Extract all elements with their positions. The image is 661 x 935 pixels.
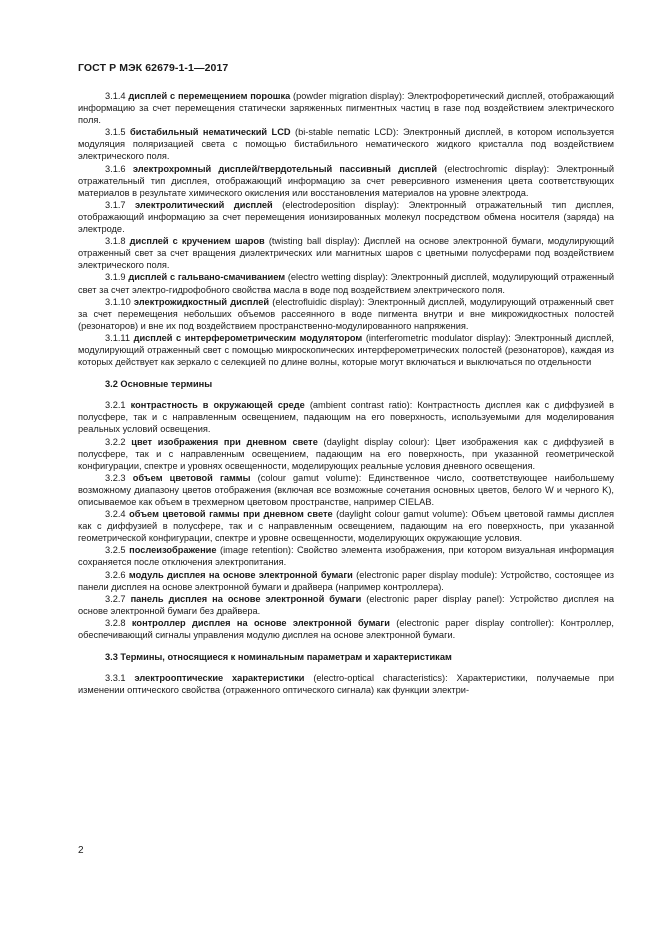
term-name: контроллер дисплея на основе электронной бумаги	[131, 617, 390, 628]
term-text: (electrochromic display): Электронный отражательный тип дисплея, отображающий информацию за счет реверсивного изменения цвета соответствующих материалов в результате химического окисления или восстановления материалов на уровне электрода.	[78, 163, 615, 198]
term-definition	[78, 508, 614, 544]
term-number: 3.2.2	[105, 436, 126, 447]
term-number: 3.1.6	[105, 163, 126, 174]
term-text: (electronic paper display module): Устройство, состоящее из панели дисплея на основе электронной бумаги и драйвера (например контроллера).	[78, 569, 614, 592]
term-number: 3.1.9	[105, 272, 126, 283]
term-name: дисплей с кручением шаров	[129, 236, 265, 247]
term-number: 3.2.6	[105, 569, 126, 580]
term-definition	[78, 436, 614, 472]
term-definition	[78, 332, 614, 368]
section-heading: 3.3 Термины, относящиеся к номинальным параметрам и характеристикам	[105, 652, 452, 663]
term-number: 3.2.7	[105, 593, 126, 604]
term-definition	[78, 199, 614, 235]
term-name: электрооптические характеристики	[134, 673, 305, 684]
document-header: ГОСТ Р МЭК 62679-1-1—2017	[78, 62, 229, 74]
term-text: (electrodeposition display): Электронный отражательный тип дисплея, отображающий информацию за счет перемещения ионизированных молекул посредством обмена носителя (заряда) на электроде.	[78, 199, 614, 235]
term-definition	[78, 126, 614, 162]
term-text: (electronic paper display controller): Контроллер, обеспечивающий сигналы управления модулю дисплея на основе электронной бумаги.	[78, 617, 615, 641]
term-text: (twisting ball display): Дисплей на основе электронной бумаги, модулирующий отраженный свет за счет вращения диэлектрических или магнитных шаров с цветными полусферами под воздействием электрического поля.	[78, 236, 615, 271]
term-definition	[78, 296, 614, 332]
term-name: бистабильный нематический LCD	[130, 127, 291, 138]
term-definition	[78, 617, 614, 641]
term-name: дисплей с перемещением порошка	[128, 91, 291, 101]
term-name: дисплей с интерферометрическим модулятором	[133, 332, 363, 343]
term-text: (electro wetting display): Электронный дисплей, модулирующий отраженный свет за счет электро-гидрофобного свойства масла в воде под воздействием электрического поля.	[78, 272, 614, 295]
term-name: объем цветовой гаммы	[132, 472, 251, 483]
term-name: контрастность в окружающей среде	[130, 400, 305, 411]
section-heading: 3.2 Основные термины	[105, 379, 213, 390]
term-definition	[78, 672, 614, 696]
term-definition	[78, 544, 614, 568]
term-definition	[78, 235, 614, 271]
term-text: (image retention): Свойство элемента изображения, при котором визуальная информация сохраняется после отключения электропитания.	[78, 545, 614, 568]
term-definition	[78, 593, 614, 617]
term-definition	[78, 271, 614, 295]
term-number: 3.2.1	[105, 400, 126, 411]
term-name: объем цветовой гаммы при дневном свете	[129, 509, 333, 520]
term-text: (colour gamut volume): Единственное число, соответствующее наибольшему возможному диапазону цветов отображения (включая все возможные сочетания основных цветов, белого W и черного K), описываемое как объем в трехмерном цветовом пространстве, например CIELAB.	[78, 472, 614, 507]
term-number: 3.1.4	[105, 91, 126, 101]
term-number: 3.1.10	[105, 296, 131, 307]
term-definition	[78, 399, 614, 435]
term-definition	[78, 569, 614, 593]
term-number: 3.3.1	[105, 673, 126, 684]
term-text: (powder migration display): Электрофоретический дисплей, отображающий информацию за счет перемещения статически заряженных пигментных частиц в газе под воздействием электрического поля.	[78, 91, 614, 126]
term-name: электрохромный дисплей/твердотельный пассивный дисплей	[132, 163, 438, 174]
document-body	[78, 90, 614, 696]
term-text: (interferometric modulator display): Электронный дисплей, модулирующий отраженный свет с помощью микроскопических интерферометрических полостей (резонаторов), каждая из которых действует как зеркало с селекцией по длине волны, которые могут включаться и выключаться по отдельности	[78, 332, 614, 368]
term-text: (daylight display colour): Цвет изображения как с диффузией в полусфере, так и с направленным освещением, падающим на его поверхность, при указанной геометрической конфигурации, спектре и уровнях освещенности, моделирующих реальные условия дневного освещения.	[78, 436, 614, 471]
term-number: 3.1.7	[105, 199, 126, 210]
term-definition	[78, 163, 614, 199]
term-number: 3.2.3	[105, 472, 126, 483]
term-number: 3.2.8	[105, 617, 126, 628]
term-text: (electronic paper display panel): Устройство дисплея на основе электронной бумаги без драйвера.	[78, 593, 614, 616]
term-name: электрожидкостный дисплей	[133, 296, 270, 307]
term-text: (ambient contrast ratio): Контрастность дисплея как с диффузией в полусфере, так и с направленным освещением, падающим на его поверхность, используемыми для моделирования реальных условий освещения.	[78, 400, 614, 435]
term-text: (bi-stable nematic LCD): Электронный дисплей, в котором используется модуляция поляризацией света с помощью бистабильного нематического жидкого кристалла под воздействием электрического поля.	[78, 127, 614, 162]
term-name: модуль дисплея на основе электронной бумаги	[128, 569, 353, 580]
term-text: (electro-optical characteristics): Характеристики, получаемые при изменении оптического свойства (отраженного оптического сигнала) как функции электри-	[78, 673, 614, 696]
term-text: (daylight colour gamut volume): Объем цветовой гаммы дисплея как с диффузией в полусфере, так и с направленным освещением, падающим на его поверхность, при указанной геометрической конфигурации, спектре и уровне освещенности, моделирующих окружающие условия.	[78, 509, 615, 544]
term-number: 3.2.4	[105, 509, 126, 520]
term-name: цвет изображения при дневном свете	[131, 436, 318, 447]
page-number: 2	[78, 845, 84, 856]
term-number: 3.1.5	[105, 127, 126, 138]
term-name: дисплей с гальвано-смачиванием	[128, 272, 286, 283]
term-number: 3.1.8	[105, 236, 126, 247]
term-text: (electrofluidic display): Электронный дисплей, модулирующий отраженный свет за счет перемещения небольших объемов рассеянного в воде пигмента внутри и вне микрожидкостных полостей (резонаторов) и вне их под воздействием пространственно-модулированного напряжения.	[78, 296, 615, 331]
term-name: панель дисплея на основе электронной бумаги	[130, 593, 362, 604]
term-definition	[78, 90, 614, 126]
term-name: электролитический дисплей	[135, 199, 273, 210]
term-number: 3.2.5	[105, 545, 126, 556]
term-number: 3.1.11	[105, 332, 131, 343]
term-name: послеизображение	[129, 545, 217, 556]
term-definition	[78, 472, 614, 508]
